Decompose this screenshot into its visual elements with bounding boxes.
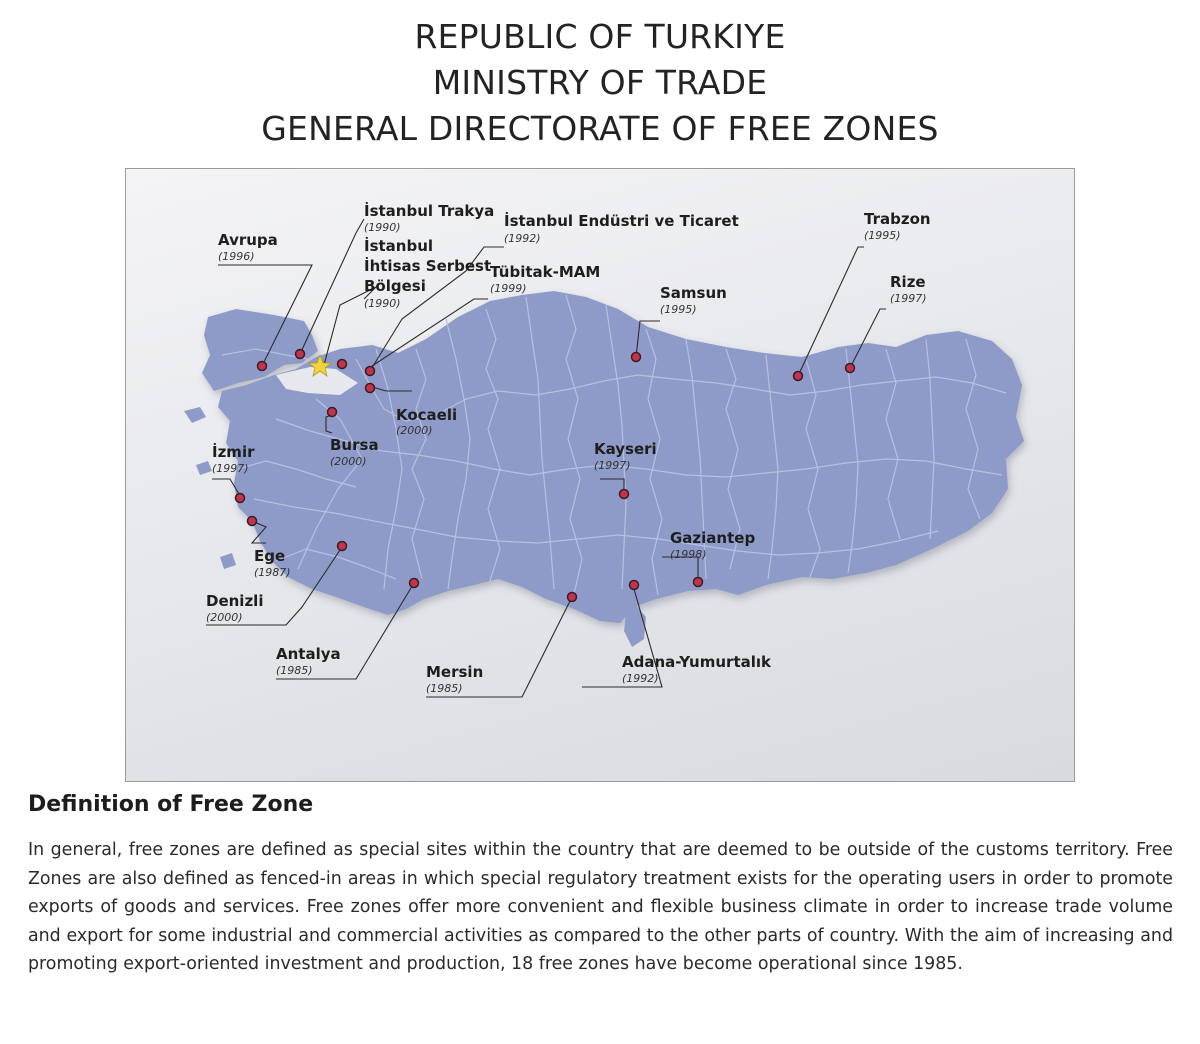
label-kayseri-name: Kayseri <box>594 440 657 458</box>
label-bursa-year: (2000) <box>330 455 367 468</box>
marker-mersin <box>568 593 577 602</box>
label-tubitak-name: Tübitak-MAM <box>490 263 601 281</box>
marker-adana <box>630 581 639 590</box>
label-istanbul-endustri-year: (1992) <box>504 232 541 245</box>
label-avrupa-year: (1996) <box>218 250 255 263</box>
label-adana-name: Adana-Yumurtalık <box>622 653 771 671</box>
marker-istanbul-endustri <box>338 360 347 369</box>
marker-ege <box>248 517 257 526</box>
label-samsun-name: Samsun <box>660 284 727 302</box>
marker-kayseri <box>620 490 629 499</box>
marker-trabzon <box>794 372 803 381</box>
marker-kocaeli <box>366 384 375 393</box>
label-istanbul-trakya-year: (1990) <box>364 221 401 234</box>
label-tubitak-year: (1999) <box>490 282 527 295</box>
label-trabzon-year: (1995) <box>864 229 901 242</box>
turkey-map-graphic <box>126 169 1075 782</box>
label-izmir-year: (1997) <box>212 462 249 475</box>
marker-gaziantep <box>694 578 703 587</box>
label-ege-year: (1987) <box>254 566 291 579</box>
marker-rize <box>846 364 855 373</box>
marker-avrupa <box>258 362 267 371</box>
label-trabzon-name: Trabzon <box>864 210 931 228</box>
label-istanbul-ihtisas-year: (1990) <box>364 297 401 310</box>
header-directorate: GENERAL DIRECTORATE OF FREE ZONES <box>261 109 939 148</box>
label-denizli-year: (2000) <box>206 611 243 624</box>
label-bursa-name: Bursa <box>330 436 379 454</box>
free-zones-map <box>125 168 1075 782</box>
label-rize-year: (1997) <box>890 292 927 305</box>
label-kayseri-year: (1997) <box>594 459 631 472</box>
label-kocaeli-name: Kocaeli <box>396 406 458 424</box>
label-istanbul-ihtisas-line3: Bölgesi <box>364 277 426 295</box>
label-rize-name: Rize <box>890 273 926 291</box>
label-avrupa-name: Avrupa <box>218 231 278 249</box>
marker-samsun <box>632 353 641 362</box>
marker-denizli <box>338 542 347 551</box>
label-adana-year: (1992) <box>622 672 659 685</box>
label-gaziantep-name: Gaziantep <box>670 529 756 547</box>
label-izmir-name: İzmir <box>212 443 255 461</box>
page-header <box>0 14 1200 152</box>
label-istanbul-ihtisas-line1: İstanbul <box>364 237 434 255</box>
label-antalya-name: Antalya <box>276 645 341 663</box>
marker-izmir <box>236 494 245 503</box>
label-istanbul-endustri-name: İstanbul Endüstri ve Ticaret <box>504 212 739 230</box>
header-ministry: MINISTRY OF TRADE <box>432 63 768 102</box>
label-samsun-year: (1995) <box>660 303 697 316</box>
label-gaziantep-year: (1998) <box>670 548 707 561</box>
section-title: Definition of Free Zone <box>28 792 314 817</box>
header-country: REPUBLIC OF TURKIYE <box>414 17 786 56</box>
label-denizli-name: Denizli <box>206 592 264 610</box>
marker-bursa <box>328 408 337 417</box>
label-ege-name: Ege <box>254 547 286 565</box>
marker-istanbul-trakya <box>296 350 305 359</box>
label-mersin-year: (1985) <box>426 682 463 695</box>
marker-antalya <box>410 579 419 588</box>
label-mersin-name: Mersin <box>426 663 484 681</box>
definition-paragraph: In general, free zones are defined as special sites within the country that are deemed to be outside of the customs territory. Free Zones are also defined as fenced-in areas in which special regulatory treatment exists for the operating users in order to promote exports of goods and services. Free zones offer more convenient and flexible business climate in order to increase trade volume and export for some industrial and commercial activities as compared to the other parts of country. With the aim of increasing and promoting export-oriented investment and production, 18 free zones have become operational since 1985. <box>28 840 1173 974</box>
marker-tubitak <box>366 367 375 376</box>
label-kocaeli-year: (2000) <box>396 424 433 437</box>
label-antalya-year: (1985) <box>276 664 313 677</box>
label-istanbul-ihtisas-line2: İhtisas Serbest <box>364 257 492 275</box>
label-istanbul-trakya-name: İstanbul Trakya <box>364 202 495 220</box>
